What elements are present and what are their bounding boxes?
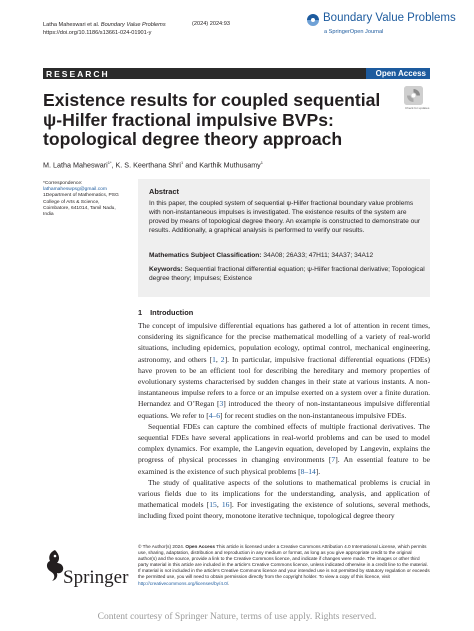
text-run: Sequential FDEs can capture the combined effects of multiple fractional derivatives. The sequential FDEs have several applications in real-world problems and can be used to model complex dynamics. For example, the Langevin equation, developed by Langevin, explains the progress of physical processes in changing environments [ [138,421,430,465]
author-name[interactable]: K. S. Keerthana Shri [115,160,182,170]
springer-wordmark: Springer [63,567,129,588]
paragraph [138,477,430,522]
paragraph [138,320,430,421]
text-run: , [215,354,221,364]
article-title: Existence results for coupled sequential ψ-Hilfer fractional impulsive BVPs: topological degree theory approach [43,90,381,149]
text-run: ] introduced the theory of non-instantaneous impulsive differential equations. We refer to [ [138,399,430,420]
license-copyright: © The Author(s) 2024. [138,544,185,549]
correspondence-email[interactable]: lathamaheswpsg@gmail.com [43,187,107,193]
crossmark-icon[interactable] [404,86,423,105]
affiliation-dept: 1Department of Mathematics, PSG College of Arts & Science, Coimbatore, 641014, Tamil Nadu, India [43,193,119,218]
text-run: . [228,580,230,586]
keywords-label: Keywords: [149,266,183,273]
msc-line [149,252,425,261]
citation-link[interactable]: 8–14 [300,466,316,476]
citation-link[interactable]: 16 [221,500,230,510]
crossmark-label: Check for updates [405,106,430,110]
text-run: ]. An essential feature to be examined is the existence of such physical problems [ [138,455,430,476]
correspondence-label: *Correspondence: [43,181,83,186]
abstract-text: In this paper, the coupled system of sequential ψ-Hilfer fractional boundary value problems with non-instantaneous impulses is investigated. The existence results of the system are proved by means of topological degree theory. An example is constructed to demonstrate our results. Additionally, a graphical analysis is performed to verify our results. [149,200,421,234]
publisher-line: a SpringerOpen Journal [324,29,384,35]
body-text [138,320,430,522]
section-heading [138,308,193,317]
text-run: ]. In particular, impulsive fractional differential equations (FDEs) have proven to be an efficient tool for describing the hereditary and memory properties of evolutionary systems characterised by sudden changes in their state at various instants. A non-instantaneous impulse refers to a force or an impulse exerted on a system over a finite duration. Hernandez and O’Regan [ [138,354,430,409]
citation-link[interactable]: 4–6 [208,410,221,420]
citation-line [43,21,166,29]
paragraph [138,421,430,477]
msc-value: 34A08; 26A33; 47H11; 34A37; 34A12 [263,252,374,259]
text-run: ]. For investigating the existence of solutions, several methods, including fixed point theory, monotone iterative technique, topological degree theory [138,500,430,521]
author-mark: 1 [260,160,264,165]
author-name[interactable]: M. Latha Maheswari [43,160,108,170]
text-run: ]. [315,466,321,476]
courtesy-notice: Content courtesy of Springer Nature, terms of use apply. Rights reserved. [97,612,377,622]
section-title: Introduction [150,308,194,317]
citation-link[interactable]: 7 [331,455,336,465]
license-link[interactable]: http://creativecommons.org/licenses/by/4.0/ [138,580,229,586]
running-header [43,21,166,37]
open-access-badge: Open Access [366,68,430,79]
check-for-updates-icon [404,86,423,105]
citation-link[interactable]: 1 [212,354,216,364]
article-type: RESEARCH [46,69,110,79]
header-authors: Latha Maheswari et al. [43,22,100,28]
text-run: The concept of impulsive differential equations has gathered a lot of attention in recent times, considering its significance for the precise mathematical modelling of a variety of real-world situations, including epidemics, population ecology, optimal control, mechanical engineering, astronomy, and others [ [138,321,430,364]
year-issue: (2024) 2024:93 [192,21,230,27]
abstract-heading: Abstract [149,187,179,196]
license-text [138,544,430,587]
author-list: M. Latha Maheswari$^{1*}$, K. S. Keerthana Shri$^1$ and Karthik Muthusamy$^1$ [43,160,264,170]
msc-label: Mathematics Subject Classification: [149,252,262,259]
license-body: This article is licensed under a Creative Commons Attribution 4.0 International License, which permits use, sharing, adaptation, distribution and reproduction in any medium or format, as long as you give appropriate credit to the original author(s) and the source, provide a link to the Creative Commons licence, and indicate if changes were made. The images or other third party material in this article are included in the article’s Creative Commons licence, unless indicated otherwise in a credit line to the material. If material is not included in the article’s Creative Commons licence and your intended use is not permitted by statutory regulation or exceeds the permitted use, you will need to obtain permission directly from the copyright holder. To view a copy of this licence, visit [138,544,430,580]
keywords-value: Sequential fractional differential equation; ψ-Hilfer fractional derivative; Topological degree theory; Impulses; Existence [149,266,425,282]
journal-mark-icon [306,13,320,27]
author-mark: 1 [181,160,184,165]
doi-link[interactable]: https://doi.org/10.1186/s13661-024-01901-y [43,30,152,36]
header-journal: Boundary Value Problems [100,22,166,28]
text-run: , [216,500,222,510]
journal-name: Boundary Value Problems [323,12,456,24]
text-run: ] for recent studies on the non-instantaneous impulsive FDEs. [220,410,407,420]
author-name[interactable]: Karthik Muthusamy [199,160,261,170]
keywords-line [149,266,425,284]
springer-logo[interactable] [43,548,135,588]
citation-link[interactable]: 3 [219,399,224,409]
article-type-band [43,68,430,79]
license-oa-label: Open Access [185,544,215,549]
citation-link[interactable]: 2 [220,354,225,364]
journal-logo[interactable] [306,11,456,41]
text-run: The study of qualitative aspects of the solutions to mathematical problems is crucial in various fields due to its implications for the understanding, analysis, and application of mathematical models [ [138,477,430,510]
author-mark: 1* [107,160,112,165]
section-number: 1 [138,308,143,317]
citation-link[interactable]: 15 [209,500,217,510]
affiliation-block [43,181,125,218]
